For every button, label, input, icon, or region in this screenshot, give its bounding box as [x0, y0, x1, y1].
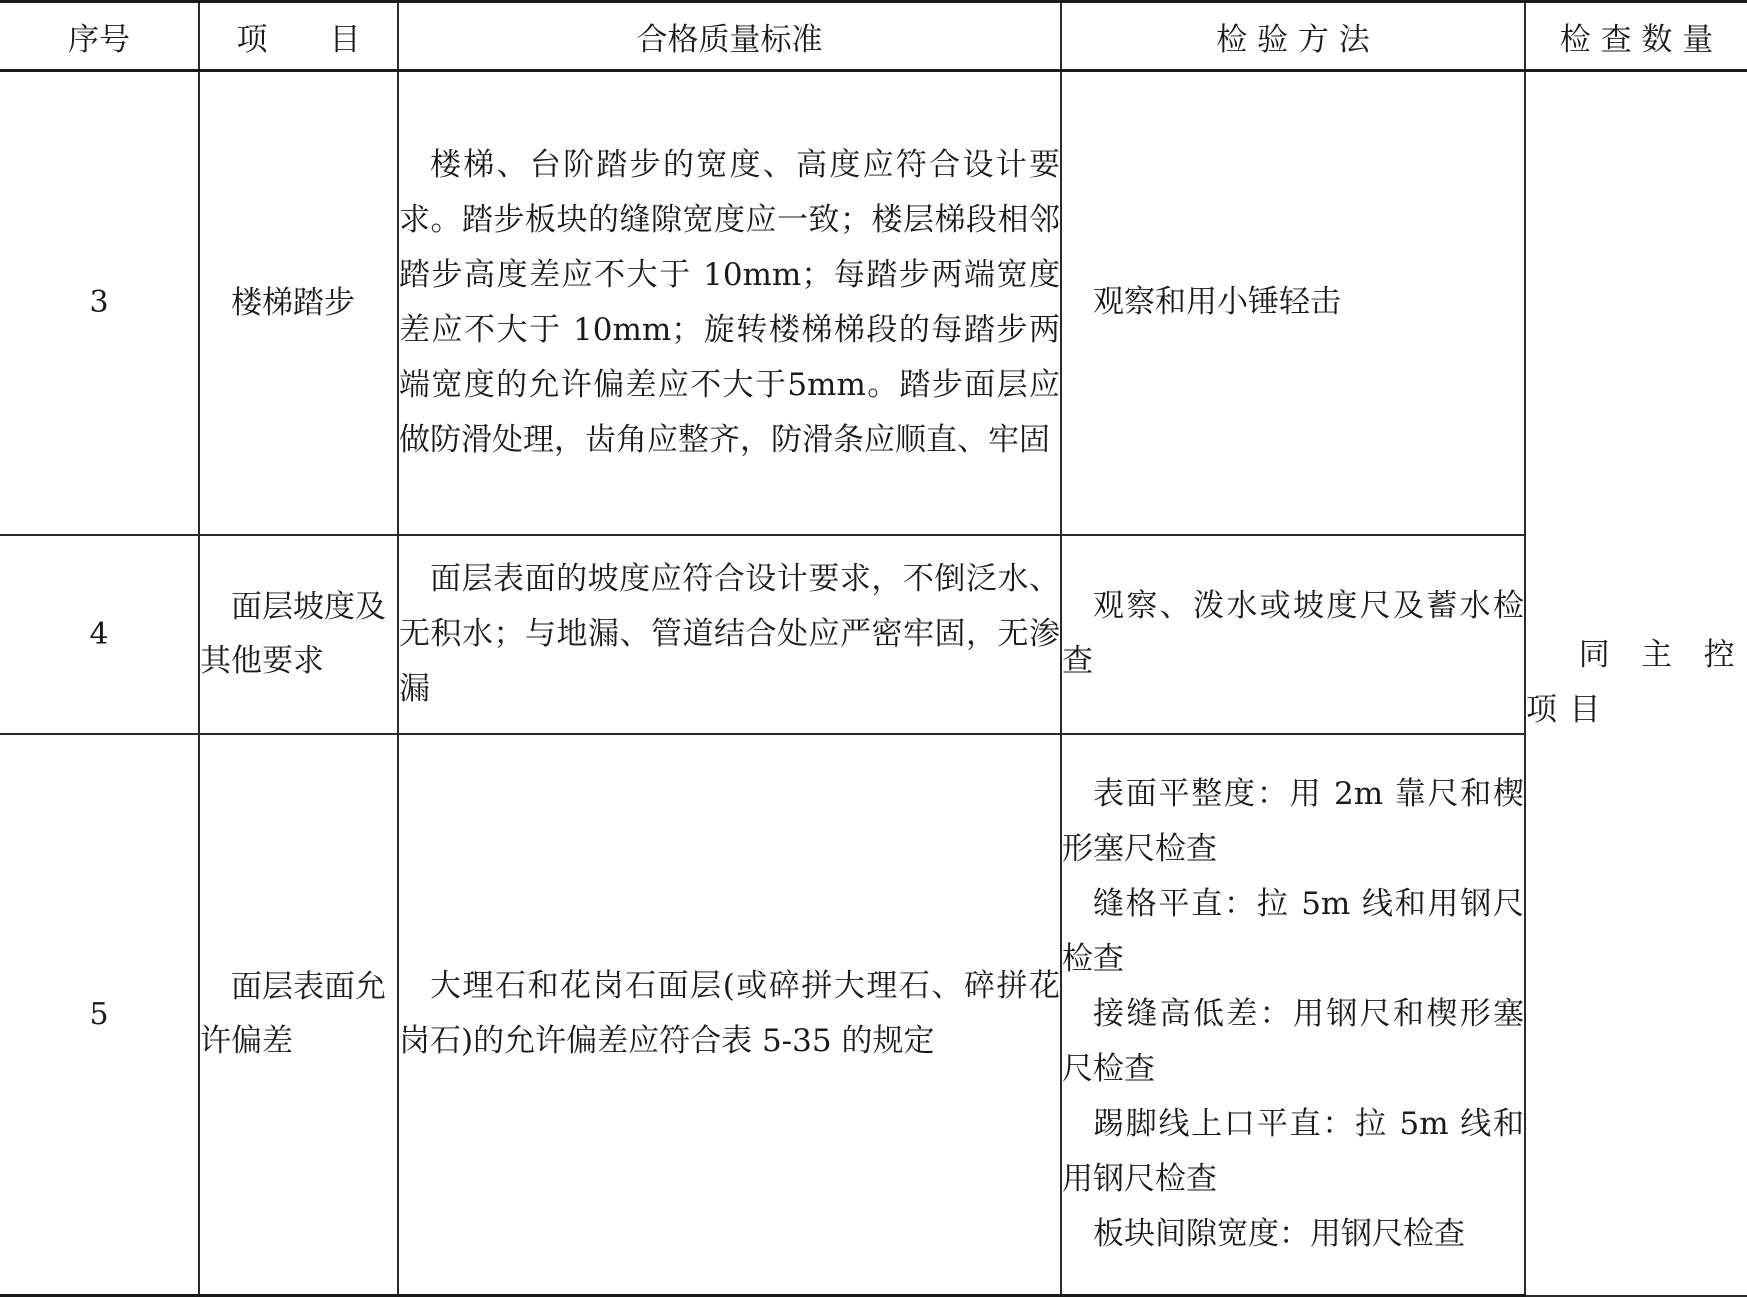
- row-method-text: 观察、泼水或坡度尺及蓄水检查: [1062, 588, 1524, 679]
- table-row: [0, 734, 1747, 1296]
- row-item: [199, 71, 398, 535]
- row-item: [199, 535, 398, 734]
- quantity-text: 同主控项目: [1526, 637, 1747, 729]
- header-standard: 合格质量标准: [398, 2, 1061, 71]
- table-row: [0, 535, 1747, 734]
- table-header-row: [0, 2, 1747, 71]
- row-standard-text: 大理石和花岗石面层(或碎拼大理石、碎拼花岗石)的允许偏差应符合表 5-35 的规定: [399, 968, 1060, 1060]
- header-method: 检 验 方 法: [1061, 2, 1525, 71]
- row-standard: [398, 535, 1061, 734]
- row-standard: [398, 734, 1061, 1296]
- row-method: [1061, 734, 1525, 1296]
- row-standard-text: 面层表面的坡度应符合设计要求，不倒泛水、无积水；与地漏、管道结合处应严密牢固，无渗漏: [399, 560, 1060, 707]
- row-seq: 5: [0, 734, 199, 1296]
- row-item: [199, 734, 398, 1296]
- row-method-text: 观察和用小锤轻击: [1093, 284, 1341, 321]
- header-seq: 序号: [0, 2, 199, 71]
- method-line: 表面平整度：用 2m 靠尺和楔形塞尺检查: [1062, 775, 1524, 867]
- row-standard: [398, 71, 1061, 535]
- method-line: 踢脚线上口平直：拉 5m 线和用钢尺检查: [1062, 1105, 1524, 1197]
- row-method: [1061, 535, 1525, 734]
- row-item-label: 面层表面允许偏差: [200, 969, 386, 1060]
- row-seq: 4: [0, 535, 199, 734]
- method-line: 缝格平直：拉 5m 线和用钢尺检查: [1062, 885, 1524, 977]
- method-line: 接缝高低差：用钢尺和楔形塞尺检查: [1062, 995, 1524, 1087]
- quantity-merged-cell: [1525, 71, 1747, 1296]
- header-quantity: 检 查 数 量: [1525, 2, 1747, 71]
- row-item-label: 楼梯踏步: [231, 284, 355, 321]
- row-method: [1061, 71, 1525, 535]
- row-seq: 3: [0, 71, 199, 535]
- row-item-label: 面层坡度及其他要求: [200, 589, 386, 679]
- table-row: [0, 71, 1747, 535]
- row-standard-text: 楼梯、台阶踏步的宽度、高度应符合设计要求。踏步板块的缝隙宽度应一致；楼层梯段相邻踏步高度差应不大于 10mm；每踏步两端宽度差应不大于 10mm；旋转楼梯梯段的每踏步两端宽度的允许偏差应不大于5mm。踏步面层应做防滑处理，齿角应整齐，防滑条应顺直、牢固: [399, 146, 1060, 458]
- method-line: 板块间隙宽度：用钢尺检查: [1093, 1215, 1465, 1252]
- header-item: 项 目: [199, 2, 398, 71]
